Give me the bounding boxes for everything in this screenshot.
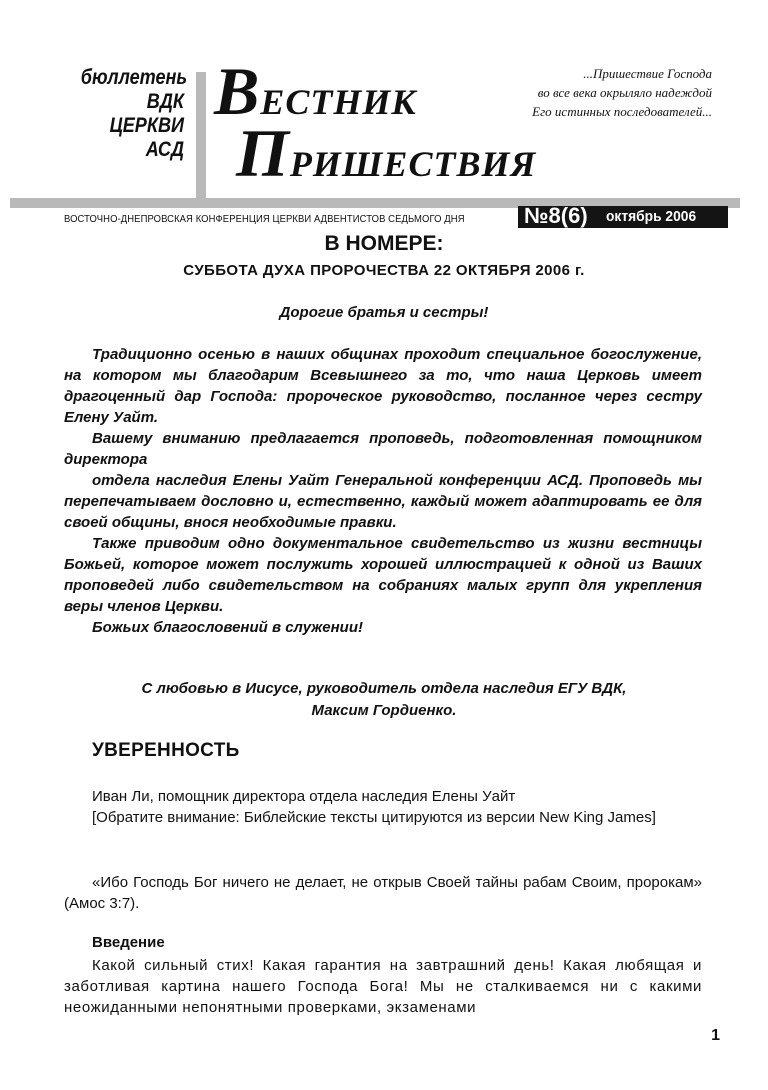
epigraph-line-3: Его истинных последователей... xyxy=(532,104,712,119)
bible-quote xyxy=(64,872,702,914)
epigraph-line-1: ...Пришествие Господа xyxy=(583,66,712,81)
intro-paragraph: Божьих благословений в служении! xyxy=(92,619,363,636)
intro-paragraph: Вашему вниманию предлагается проповедь, подготовленная помощником директора xyxy=(64,430,702,468)
title-line-1-rest: ЕСТНИК xyxy=(260,82,417,122)
signature-line-2: Максим Гордиенко. xyxy=(311,702,457,719)
introduction-body xyxy=(64,955,702,1018)
bible-quote-text: «Ибо Господь Бог ничего не делает, не открыв Своей тайны рабам Своим, пророкам» (Амос 3:7). xyxy=(64,874,702,912)
translation-note: [Обратите внимание: Библейские тексты цитируются из версии New King James] xyxy=(92,809,656,826)
introduction-subhead: Введение xyxy=(92,934,165,951)
title-line-2-cap: П xyxy=(236,115,290,191)
greeting: Дорогие братья и сестры! xyxy=(279,304,489,321)
signature-line-1: С любовью в Иисусе, руководитель отдела наследия ЕГУ ВДК, xyxy=(141,680,627,697)
issue-box xyxy=(518,203,728,228)
author-line: Иван Ли, помощник директора отдела наследия Елены Уайт xyxy=(92,788,516,805)
issue-number: №8(6) xyxy=(524,203,588,228)
title-line-2 xyxy=(236,114,536,193)
epigraph xyxy=(412,64,712,121)
bulletin-label-line-4: АСД xyxy=(145,138,184,161)
title-line-1-cap: В xyxy=(214,53,261,129)
page-number: 1 xyxy=(711,1027,720,1044)
bulletin-label-line-1: бюллетень xyxy=(80,66,188,89)
intro-paragraph: Традиционно осенью в наших общинах проходит специальное богослужение, на котором мы благодарим Всевышнего за то, что наша Церковь имеет драгоценный дар Господа: пророческое руководство, посланное через сестру Елену Уайт. xyxy=(64,346,702,426)
intro-letter xyxy=(64,344,702,638)
sabbath-title: СУББОТА ДУХА ПРОРОЧЕСТВА 22 ОКТЯБРЯ 2006 г. xyxy=(183,262,585,279)
epigraph-line-2: во все века окрыляло надеждой xyxy=(537,85,712,100)
bulletin-label xyxy=(80,66,188,162)
section-title: УВЕРЕННОСТЬ xyxy=(92,740,240,761)
masthead-vertical-bar xyxy=(196,72,206,200)
intro-paragraph: отдела наследия Елены Уайт Генеральной конференции АСД. Проповедь мы перепечатываем дословно и, естественно, каждый может адаптировать ее для своей общины, внося необходимые правки. xyxy=(64,472,702,531)
in-issue-heading: В НОМЕРЕ: xyxy=(324,232,444,255)
author-block xyxy=(64,786,702,828)
signature xyxy=(64,678,704,722)
introduction-paragraph: Какой сильный стих! Какая гарантия на завтрашний день! Какая любящая и заботливая картина нашего Господа Бога! Мы не сталкиваемся ни с какими неожиданными непонятными проверками, экзаменами xyxy=(64,957,702,1016)
issue-date: октябрь 2006 xyxy=(606,208,697,225)
bulletin-label-line-3: ЦЕРКВИ xyxy=(109,114,184,137)
conference-name: ВОСТОЧНО-ДНЕПРОВСКАЯ КОНФЕРЕНЦИЯ ЦЕРКВИ АДВЕНТИСТОВ СЕДЬМОГО ДНЯ xyxy=(64,213,465,225)
intro-paragraph: Также приводим одно документальное свидетельство из жизни вестницы Божьей, которое может послужить хорошей иллюстрацией к одной из Ваших проповедей либо свидетельством на собраниях малых групп для укрепления веры членов Церкви. xyxy=(64,535,702,615)
title-line-2-rest: РИШЕСТВИЯ xyxy=(289,144,537,184)
bulletin-label-line-2: ВДК xyxy=(146,90,184,113)
